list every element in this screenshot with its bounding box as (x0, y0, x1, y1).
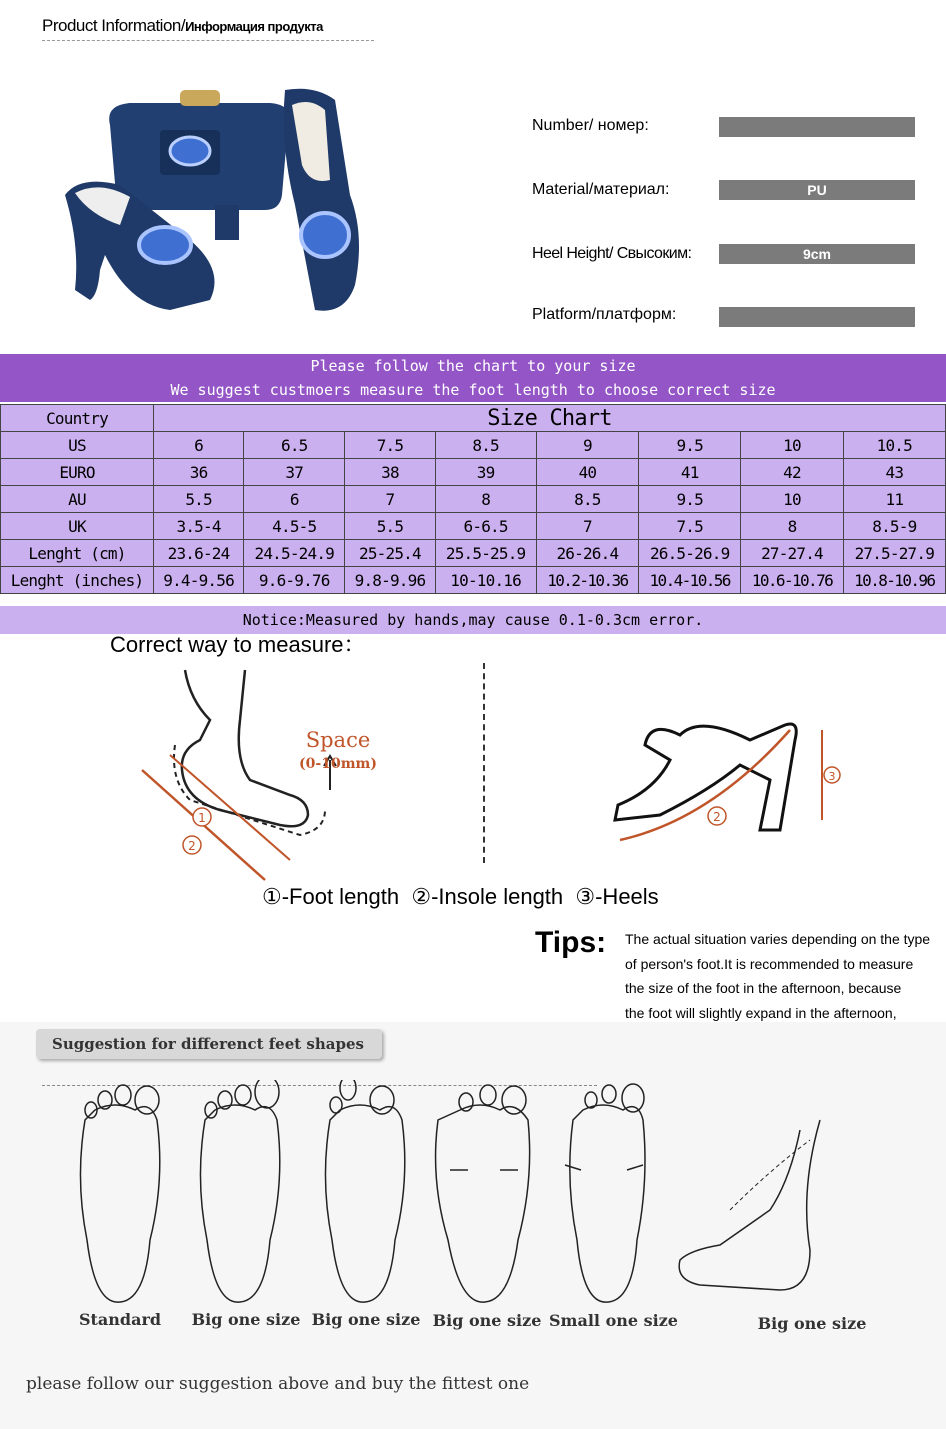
spec-number-label: Number/ номер: (532, 117, 649, 134)
row-label: Lenght (inches) (1, 567, 154, 594)
table-row (1, 567, 946, 594)
size-cell: 26-26.4 (536, 540, 638, 567)
tips-line: of person's foot.It is recommended to measure (625, 955, 914, 972)
space-label: Space (305, 728, 371, 752)
size-cell: 9.8-9.96 (345, 567, 435, 594)
spec-material-label: Material/материал: (532, 181, 670, 198)
size-cell: 41 (639, 459, 741, 486)
size-cell: 8.5 (435, 432, 536, 459)
foot-high-instep-icon (660, 1110, 860, 1310)
measure-legend: ①-Foot length ②-Insole length ③-Heels (262, 884, 659, 909)
table-row (1, 432, 946, 459)
row-label: AU (1, 486, 154, 513)
tips-line: the foot will slightly expand in the afternoon, (625, 1004, 897, 1021)
size-cell: 7 (536, 513, 638, 540)
size-cell: 40 (536, 459, 638, 486)
row-label: Lenght (cm) (1, 540, 154, 567)
shoe-measure-diagram (600, 710, 860, 870)
size-cell: 8 (435, 486, 536, 513)
size-cell: 25-25.4 (345, 540, 435, 567)
size-cell: 7 (345, 486, 435, 513)
table-row (1, 459, 946, 486)
table-row (1, 486, 946, 513)
table-row (1, 540, 946, 567)
measurement-notice: Notice:Measured by hands,may cause 0.1-0.3cm error. (0, 606, 946, 634)
foot-long-second-toe-icon (310, 1080, 415, 1310)
product-photo (60, 85, 440, 335)
size-cell: 3.5-4 (154, 513, 244, 540)
tips-line: the size of the foot in the afternoon, because (625, 980, 902, 996)
svg-text:1: 1 (198, 811, 206, 825)
size-chart-header (0, 354, 946, 402)
spec-heel-label: Heel Height/ Свысоким: (532, 245, 692, 262)
table-header-row (1, 405, 946, 432)
foot-label: Big one size (191, 1310, 301, 1329)
svg-text:3: 3 (828, 770, 836, 783)
size-cell: 8 (741, 513, 843, 540)
spec-number-value (719, 117, 915, 137)
title-en: Product Information/ (42, 16, 186, 35)
size-cell: 42 (741, 459, 843, 486)
row-label: UK (1, 513, 154, 540)
size-cell: 5.5 (154, 486, 244, 513)
size-cell: 39 (435, 459, 536, 486)
svg-text:2: 2 (188, 839, 196, 853)
country-header: Country (1, 405, 154, 432)
foot-label: Standard (78, 1310, 162, 1329)
size-cell: 7.5 (345, 432, 435, 459)
size-cell: 8.5 (536, 486, 638, 513)
foot-standard-icon (65, 1080, 170, 1310)
size-cell: 10.4-10.56 (639, 567, 741, 594)
size-cell: 10 (741, 432, 843, 459)
size-cell: 8.5-9 (843, 513, 945, 540)
tips-line: The actual situation varies depending on the type (625, 931, 931, 947)
foot-label: Big one size (757, 1314, 867, 1333)
size-cell: 4.5-5 (244, 513, 345, 540)
size-cell: 10.5 (843, 432, 945, 459)
size-cell: 6-6.5 (435, 513, 536, 540)
size-cell: 9.5 (639, 432, 741, 459)
size-cell: 43 (843, 459, 945, 486)
spec-material-value: PU (719, 180, 915, 200)
page-title (42, 16, 323, 36)
foot-measure-diagram (130, 660, 390, 890)
size-cell: 9 (536, 432, 638, 459)
size-cell: 23.6-24 (154, 540, 244, 567)
size-cell: 24.5-24.9 (244, 540, 345, 567)
title-underline (42, 40, 374, 41)
table-row (1, 513, 946, 540)
svg-text:2: 2 (713, 810, 721, 824)
size-cell: 26.5-26.9 (639, 540, 741, 567)
size-cell: 27-27.4 (741, 540, 843, 567)
spec-heel-value: 9cm (719, 244, 915, 264)
footer-note: please follow our suggestion above and buy the fittest one (26, 1374, 530, 1394)
foot-long-big-toe-icon (185, 1080, 290, 1310)
size-cell: 25.5-25.9 (435, 540, 536, 567)
size-chart-table (0, 404, 946, 594)
size-cell: 6 (244, 486, 345, 513)
row-label: EURO (1, 459, 154, 486)
row-label: US (1, 432, 154, 459)
section-divider (483, 663, 485, 863)
foot-label: Big one size (432, 1311, 542, 1330)
size-cell: 6 (154, 432, 244, 459)
measure-title: Correct way to measure： (110, 632, 366, 657)
foot-wide-icon (430, 1080, 535, 1310)
title-ru: Информация продукта (185, 19, 323, 34)
size-cell: 6.5 (244, 432, 345, 459)
tips-label: Tips: (535, 926, 607, 959)
size-cell: 37 (244, 459, 345, 486)
size-cell: 38 (345, 459, 435, 486)
size-cell: 7.5 (639, 513, 741, 540)
spec-platform-label: Platform/платформ: (532, 306, 677, 323)
spec-platform-value (719, 307, 915, 327)
size-cell: 36 (154, 459, 244, 486)
foot-narrow-icon (553, 1080, 658, 1310)
suggestion-title: Suggestion for differenct feet shapes (36, 1029, 382, 1059)
size-cell: 5.5 (345, 513, 435, 540)
space-range: (0-10mm) (299, 756, 377, 772)
foot-label: Small one size (549, 1311, 678, 1330)
size-cell: 9.4-9.56 (154, 567, 244, 594)
size-cell: 10.2-10.36 (536, 567, 638, 594)
size-cell: 10.6-10.76 (741, 567, 843, 594)
size-cell: 27.5-27.9 (843, 540, 945, 567)
size-cell: 10.8-10.96 (843, 567, 945, 594)
size-cell: 10 (741, 486, 843, 513)
size-cell: 11 (843, 486, 945, 513)
foot-label: Big one size (311, 1310, 421, 1329)
size-cell: 9.6-9.76 (244, 567, 345, 594)
size-cell: 10-10.16 (435, 567, 536, 594)
size-chart-title: Size Chart (154, 405, 946, 432)
chart-instruction-1: Please follow the chart to your size (310, 357, 636, 375)
size-cell: 9.5 (639, 486, 741, 513)
chart-instruction-2: We suggest custmoers measure the foot length to choose correct size (170, 381, 776, 399)
